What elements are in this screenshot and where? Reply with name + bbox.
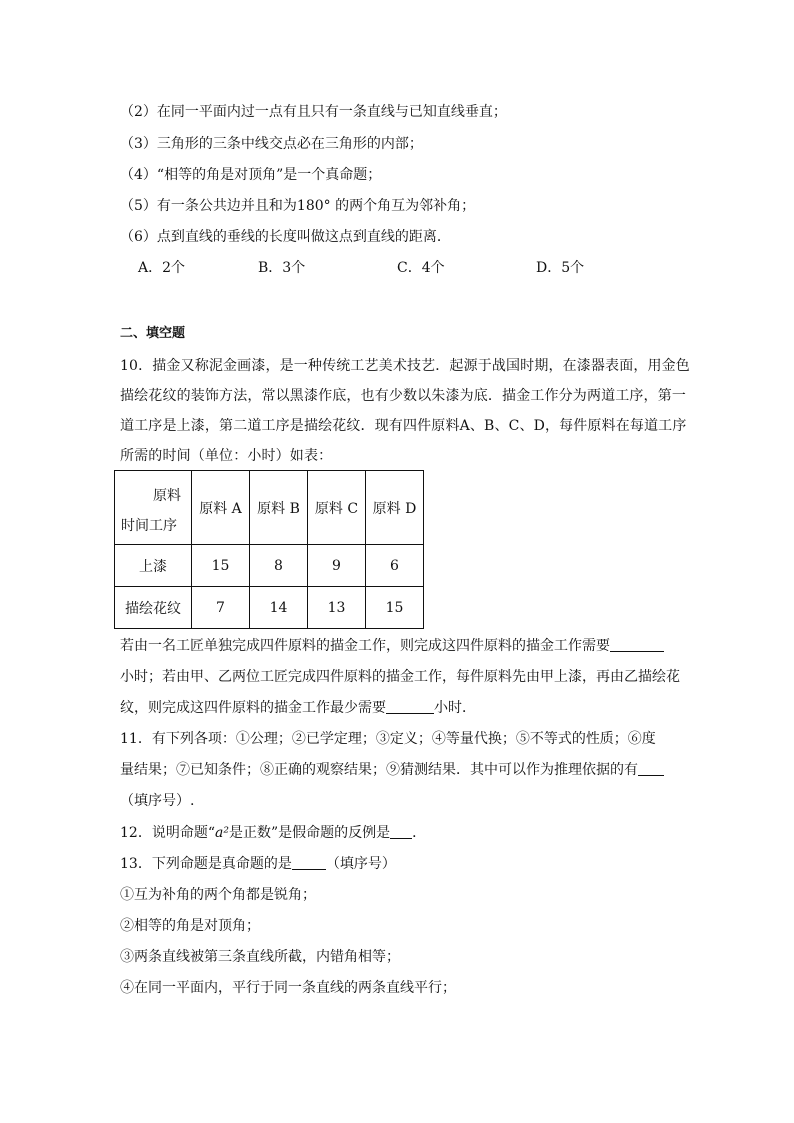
q13-stem (120, 854, 396, 874)
statement-6: （6）点到直线的垂线的长度叫做这点到直线的距离． (120, 229, 451, 245)
statement-3: （3）三角形的三条中线交点必在三角形的内部； (120, 136, 423, 152)
statement-2: （2）在同一平面内过一点有且只有一条直线与已知直线垂直； (120, 104, 507, 120)
statement-4: （4）“相等的角是对顶角”是一个真命题； (120, 167, 382, 183)
table-cell: 8 (250, 545, 308, 587)
table-cell: 9 (308, 545, 366, 587)
q10-line-1: 10．描金又称泥金画漆，是一种传统工艺美术技艺．起源于战国时期，在漆器表面，用金色 (120, 358, 690, 374)
table-row (115, 587, 424, 629)
q10-after-1 (120, 636, 664, 656)
table-row-label: 上漆 (115, 545, 192, 587)
q10-line-3: 道工序是上漆，第二道工序是描绘花纹．现有四件原料A、B、C、D，每件原料在每道工序 (120, 418, 687, 434)
q13-stem-text: 13．下列命题是真命题的是 (120, 856, 292, 872)
time-table (114, 470, 424, 629)
answer-blank (390, 824, 412, 839)
table-col-header: 原料 A (192, 471, 250, 545)
q11-line-2 (120, 760, 664, 780)
q13-item-2: ②相等的角是对顶角； (120, 918, 260, 934)
q11-line-1: 11．有下列各项：①公理；②已学定理；③定义；④等量代换；⑤不等式的性质；⑥度 (120, 731, 656, 747)
q13-item-1: ①互为补角的两个角都是锐角； (120, 887, 316, 903)
q10-after-2: 小时；若由甲、乙两位工匠完成四件原料的描金工作，每件原料先由甲上漆，再由乙描绘花 (120, 669, 680, 685)
q12-math: a² (214, 825, 229, 841)
q12-text-b: 是正数”是假命题的反例是 (228, 825, 391, 841)
table-cell: 15 (192, 545, 250, 587)
q11-line-3: （填序号）. (120, 793, 195, 809)
table-cell: 6 (366, 545, 424, 587)
option-d: D．5个 (536, 260, 585, 276)
answer-blank (610, 637, 664, 652)
q11-line-2-text: 量结果；⑦已知条件；⑧正确的观察结果；⑨猜测结果．其中可以作为推理依据的有 (120, 762, 638, 778)
q10-line-2: 描绘花纹的装饰方法，常以黑漆作底，也有少数以朱漆为底．描金工作分为两道工序，第一 (120, 388, 686, 404)
section-title: 二、填空题 (120, 326, 186, 341)
answer-blank (638, 761, 664, 776)
table-row-label: 描绘花纹 (115, 587, 192, 629)
option-a: A．2个 (138, 260, 186, 276)
q10-after-3-text: 纹，则完成这四件原料的描金工作最少需要 (120, 700, 386, 716)
table-header-corner (115, 471, 192, 545)
table-cell: 13 (308, 587, 366, 629)
q12-text-c: ． (412, 825, 427, 841)
table-cell: 7 (192, 587, 250, 629)
table-col-header: 原料 C (308, 471, 366, 545)
table-col-header: 原料 B (250, 471, 308, 545)
table-col-header: 原料 D (366, 471, 424, 545)
q12-line (120, 823, 426, 843)
q13-stem-hint: （填序号） (325, 856, 396, 872)
q10-line-4: 所需的时间（单位：小时）如表： (120, 448, 333, 464)
table-cell: 14 (250, 587, 308, 629)
q13-item-3: ③两条直线被第三条直线所截，内错角相等； (120, 949, 400, 965)
statement-5: （5）有一条公共边并且和为180° 的两个角互为邻补角； (120, 198, 476, 214)
header-top-label: 原料 (153, 488, 181, 504)
option-b: B．3个 (258, 260, 306, 276)
q12-text-a: 12．说明命题“ (120, 825, 215, 841)
answer-blank (292, 855, 326, 870)
q13-item-4: ④在同一平面内，平行于同一条直线的两条直线平行； (120, 980, 456, 996)
header-bottom-label: 时间工序 (121, 518, 177, 534)
q10-after-3 (120, 698, 476, 718)
answer-blank (386, 699, 434, 714)
table-cell: 15 (366, 587, 424, 629)
table-row (115, 545, 424, 587)
option-c: C．4个 (397, 260, 445, 276)
q10-after-3-unit: 小时． (434, 700, 476, 716)
q10-after-1-text: 若由一名工匠单独完成四件原料的描金工作，则完成这四件原料的描金工作需要 (120, 638, 610, 654)
